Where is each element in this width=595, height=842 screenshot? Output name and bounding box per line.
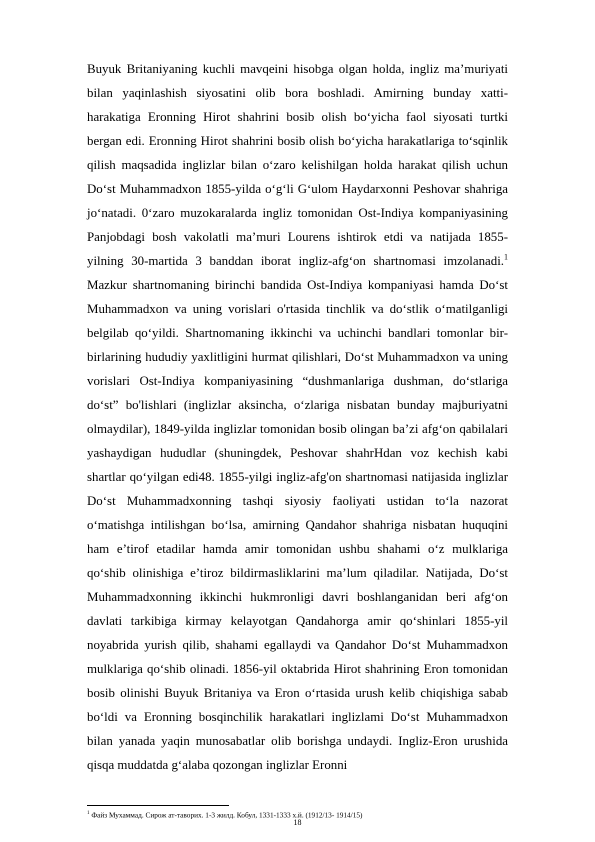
footnote-separator	[87, 805, 229, 806]
body-paragraph	[87, 57, 508, 777]
body-text-part-1: Buyuk Britaniyaning kuchli mavqeini hisobga olgan holda, ingliz ma’muriyati bilan yaqinlashish siyosatini olib bora boshladi. Amirning bunday xatti-harakatiga Eronning Hirot shahrini bosib olish bo‘yicha faol siyosati turtki bergan edi. Eronning Hirot shahrini bosib olish bo‘yicha harakatlariga to‘sqinlik qilish maqsadida inglizlar bilan o‘zaro kelishilgan holda harakat qilish uchun Do‘st Muhammadxon 1855-yilda o‘g‘li G‘ulom Haydarxonni Peshovar shahriga jo‘natadi. 0‘zaro muzokaralarda ingliz tomonidan Ost-Indiya kompaniyasining Panjobdagi bosh vakolatli ma’muri Lourens ishtirok etdi va natijada 1855-yilning 30-martida 3 banddan iborat ingliz-afg‘on shartnomasi imzolanadi.	[87, 62, 508, 268]
footnote-marker: 1	[87, 811, 90, 816]
body-text-part-2: Mazkur shartnomaning birinchi bandida Ost-Indiya kompaniyasi hamda Do‘st Muhammadxon va uning vorislari o'rtasida tinchlik va do‘stlik o‘matilganligi belgilab qo‘yildi. Shartnomaning ikkinchi va uchinchi bandlari tomonlar bir-birlarining hududiy yaxlitligini hurmat qilishlari, Do‘st Muhammadxon va uning vorislari Ost-Indiya kompaniyasining “dushmanlariga dushman, do‘stlariga do‘st” bo'lishlari (inglizlar aksincha, o‘zlariga nisbatan bunday majburiyatni olmaydilar), 1849-yilda inglizlar tomonidan bosib olingan ba’zi afg‘on qabilalari yashaydigan hududlar (shuningdek, Peshovar shahrHdan voz kechish kabi shartlar qo‘yilgan edi48. 1855-yilgi ingliz-afg'on shartnomasi natijasida inglizlar Do‘st Muhammadxonning tashqi siyosiy faoliyati ustidan to‘la nazorat o‘matishga intilishgan bo‘lsa, amirning Qandahor shahriga nisbatan huquqini ham e’tirof etadilar hamda amir tomonidan ushbu shahami o‘z mulklariga qo‘shib olinishiga e’tiroz bildirmasliklarini ma’lum qiladilar. Natijada, Do‘st Muhammadxonning ikkinchi hukmronligi davri boshlanganidan beri afg‘on davlati tarkibiga kirmay kelayotgan Qandahorga amir qo‘shinlari 1855-yil noyabrida yurish qilib, shahami egallaydi va Qandahor Do‘st Muhammadxon mulklariga qo‘shib olinadi. 1856-yil oktabrida Hirot shahrining Eron tomonidan bosib olinishi Buyuk Britaniya va Eron o‘rtasida urush kelib chiqishiga sabab bo‘ldi va Eronning bosqinchilik harakatlari inglizlami Do‘st Muhammadxon bilan yanada yaqin munosabatlar olib borishga undaydi. Ingliz-Eron urushida qisqa muddatda g‘alaba qozongan inglizlar Eronni	[87, 278, 508, 772]
page-number: 18	[293, 818, 302, 827]
footnote-reference[interactable]: 1	[504, 252, 508, 262]
footnote-text: Файз Мухаммад. Сирож ат-таворих. 1-3 жилд. Кобул, 1331-1333 х.й. (1912/13- 1914/15)	[89, 810, 363, 820]
